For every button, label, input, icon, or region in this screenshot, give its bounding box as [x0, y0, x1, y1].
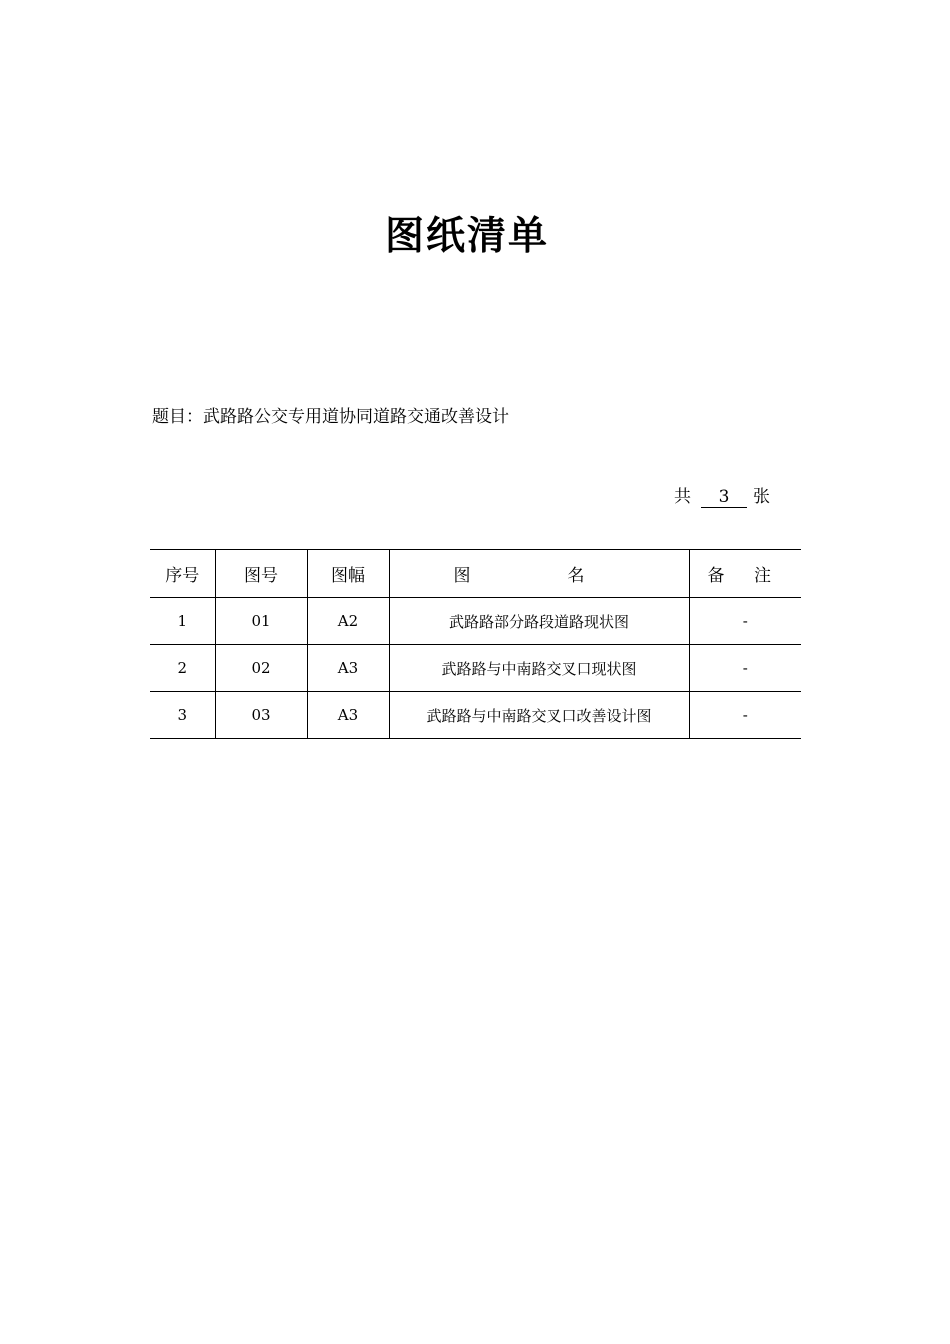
drawing-list-table	[150, 549, 801, 739]
cell-remarks: -	[689, 692, 801, 739]
cell-drawing-number: 03	[215, 692, 307, 739]
table-row	[150, 598, 801, 645]
table-row	[150, 645, 801, 692]
count-suffix: 张	[753, 487, 770, 507]
cell-drawing-number: 02	[215, 645, 307, 692]
cell-remarks: -	[689, 598, 801, 645]
cell-serial: 3	[150, 692, 215, 739]
cell-sheet-size: A2	[307, 598, 389, 645]
cell-sheet-size: A3	[307, 692, 389, 739]
count-prefix: 共	[674, 487, 691, 507]
table-header-row	[150, 550, 801, 598]
sheet-count	[674, 484, 770, 510]
page-title: 图纸清单	[384, 214, 549, 259]
cell-sheet-size: A3	[307, 645, 389, 692]
header-drawing-number: 图号	[215, 550, 307, 598]
cell-drawing-number: 01	[215, 598, 307, 645]
header-drawing-name: 图 名	[389, 550, 689, 598]
cell-remarks: -	[689, 645, 801, 692]
project-subject: 题目：武路路公交专用道协同道路交通改善设计	[152, 407, 509, 427]
count-value: 3	[701, 487, 747, 508]
table-row	[150, 692, 801, 739]
header-remarks: 备 注	[689, 550, 801, 598]
cell-drawing-name: 武路路与中南路交叉口现状图	[389, 645, 689, 692]
cell-serial: 2	[150, 645, 215, 692]
header-sheet-size: 图幅	[307, 550, 389, 598]
cell-drawing-name: 武路路与中南路交叉口改善设计图	[389, 692, 689, 739]
cell-drawing-name: 武路路部分路段道路现状图	[389, 598, 689, 645]
cell-serial: 1	[150, 598, 215, 645]
header-serial: 序号	[150, 550, 215, 598]
